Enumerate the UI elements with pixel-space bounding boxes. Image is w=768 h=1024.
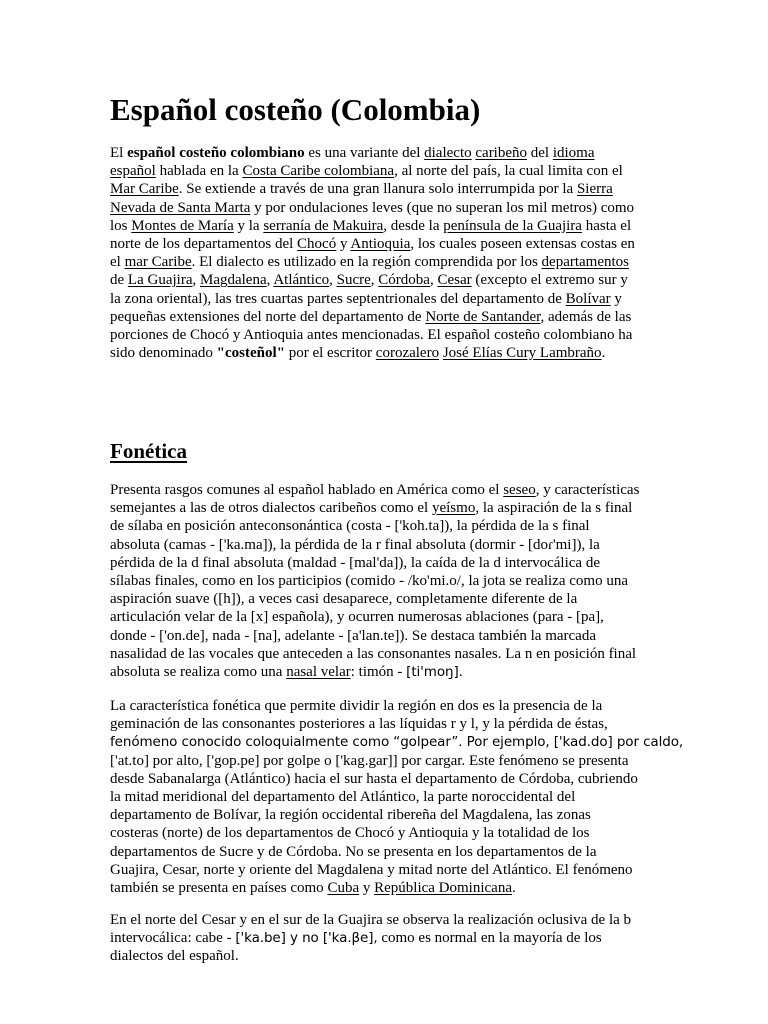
bold-term: "costeñol" [216, 345, 285, 362]
inline-link[interactable]: serranía de Makuira [263, 217, 384, 234]
text-line [110, 929, 631, 947]
text-run: sílabas finales, como en los participios (comido - /ko'mi.o/, la jota se realiza como una [110, 572, 628, 589]
text-run: de sílaba en posición anteconsonántica (costa - ['koh.ta]), la pérdida de la s final [110, 518, 590, 535]
text-run: departamento de Bolívar, la región occidental ribereña del Magdalena, las zonas [110, 807, 591, 824]
inline-link[interactable]: departamentos [541, 254, 630, 271]
text-line [110, 843, 683, 861]
intro-paragraph [110, 144, 635, 362]
inline-link[interactable]: yeísmo [431, 500, 476, 517]
inline-link[interactable]: nasal velar [286, 663, 351, 680]
text-run: dialectos del español. [110, 948, 239, 965]
text-line [110, 788, 683, 806]
text-run: por el escritor [284, 345, 376, 362]
text-line [110, 517, 639, 535]
inline-link[interactable]: Nevada de Santa Marta [110, 199, 251, 216]
bold-term: español costeño colombiano [127, 145, 305, 161]
text-line [110, 733, 683, 751]
text-run: , [370, 272, 379, 289]
text-run: , [429, 272, 438, 289]
text-run: : timón - [350, 663, 407, 680]
text-run: . [511, 879, 516, 896]
text-run: el [110, 254, 125, 271]
text-run: norte de los departamentos del [110, 235, 298, 252]
text-line [110, 861, 683, 879]
inline-link[interactable]: La Guajira [127, 272, 193, 289]
text-run: , desde la [383, 217, 444, 234]
text-run: donde - ['on.de], nada - [na], adelante - [a'lan.te]). Se destaca también la marcada [110, 627, 596, 644]
text-line [110, 481, 639, 499]
text-line [110, 253, 635, 271]
text-run: Guajira, Cesar, norte y oriente del Magdalena y mitad norte del Atlántico. El fenómeno [110, 861, 633, 878]
text-run: costeras (norte) de los departamentos de Chocó y Antioquia y la totalidad de los [110, 825, 590, 842]
text-line [110, 308, 635, 326]
text-line [110, 752, 683, 770]
text-run: la mitad meridional del departamento del Atlántico, la parte noroccidental del [110, 788, 576, 805]
text-run: pérdida de la d final absoluta (maldad - [mal'da]), la caída de la d intervocálica de [110, 554, 600, 571]
text-line [110, 697, 683, 715]
text-run: y [336, 235, 351, 252]
inline-link[interactable]: Atlántico [273, 272, 330, 289]
text-run: . Se extiende a través de una gran llanura solo interrumpida por la [178, 181, 577, 198]
text-run: (excepto el extremo sur y [471, 272, 628, 289]
text-run: hasta el [581, 217, 632, 234]
text-line [110, 572, 639, 590]
text-run: . El dialecto es utilizado en la región comprendida por los [191, 254, 542, 271]
inline-link[interactable]: República Dominicana [374, 879, 512, 896]
text-run: , [266, 272, 274, 289]
text-run: porciones de Chocó y Antioquia antes mencionadas. El español costeño colombiano ha [110, 326, 633, 343]
inline-link[interactable]: Costa Caribe colombiana [242, 163, 395, 180]
text-run: y [610, 290, 622, 307]
text-line [110, 344, 635, 362]
text-line [110, 180, 635, 198]
inline-link[interactable]: Bolívar [565, 290, 611, 307]
text-line [110, 947, 631, 965]
text-line [110, 271, 635, 289]
text-run: , además de las [540, 308, 632, 325]
text-run: del [527, 145, 553, 161]
text-line [110, 536, 639, 554]
text-run: absoluta se realiza como una [110, 663, 287, 680]
text-run: , al norte del país, la cual limita con el [394, 163, 623, 180]
text-run: ['at.to] por alto, ['gop.pe] por golpe o ['kag.gar]] por cargar. Este fenómeno se presenta [110, 752, 629, 769]
text-run: los [110, 217, 132, 234]
text-run: y por ondulaciones leves (que no superan los mil metros) como [250, 199, 635, 216]
inline-link[interactable]: José Elías Cury Lambraño [442, 345, 602, 362]
text-run: intervocálica: cabe - [110, 930, 236, 947]
fonetica-paragraph-1 [110, 481, 639, 681]
inline-link[interactable]: Mar Caribe [110, 181, 179, 198]
inline-link[interactable]: Cesar [437, 272, 472, 289]
inline-link[interactable]: dialecto [424, 145, 472, 161]
text-run: sido denominado [110, 345, 217, 362]
text-run: , la aspiración de la s final [475, 500, 633, 517]
text-run: , [329, 272, 337, 289]
text-line [110, 911, 631, 929]
text-run: desde Sabanalarga (Atlántico) hacia el sur hasta el departamento de Córdoba, cubriendo [110, 770, 638, 787]
text-run: y la [233, 217, 264, 234]
text-run: también se presenta en países como [110, 879, 328, 896]
page-title: Español costeño (Colombia) [110, 92, 481, 127]
text-run: y [359, 879, 375, 896]
text-run: departamentos de Sucre y de Córdoba. No se presenta en los departamentos de la [110, 843, 597, 860]
text-line [110, 590, 639, 608]
text-line [110, 645, 639, 663]
text-line [110, 806, 683, 824]
text-line [110, 554, 639, 572]
text-line [110, 770, 683, 788]
text-line [110, 217, 635, 235]
inline-link[interactable]: mar Caribe [124, 254, 192, 271]
phonetic-text: ['ka.be] y no ['ka.βe], [235, 930, 378, 947]
text-run: nasalidad de las vocales que anteceden a las consonantes nasales. La n en posición final [110, 645, 637, 662]
inline-link[interactable]: Norte de Santander [425, 308, 541, 325]
inline-link[interactable]: corozalero [375, 345, 440, 362]
text-run: la zona oriental), las tres cuartas partes septentrionales del departamento de [110, 290, 566, 307]
inline-link[interactable]: Sucre [336, 272, 371, 289]
fonetica-paragraph-3 [110, 911, 631, 966]
text-line [110, 499, 639, 517]
text-run: aspiración suave ([h]), a veces casi desaparece, completamente diferente de la [110, 591, 578, 608]
inline-link[interactable]: península de la Guajira [443, 217, 582, 234]
inline-link[interactable]: Antioquia [350, 235, 411, 252]
text-run: es una variante del [304, 145, 425, 161]
text-line [110, 824, 683, 842]
text-run: pequeñas extensiones del norte del departamento de [110, 308, 426, 325]
text-run: articulación velar de la [x] española), y ocurren numerosas ablaciones (para - [pa], [110, 609, 604, 626]
text-run: de [110, 272, 128, 289]
text-line [110, 326, 635, 344]
inline-link[interactable]: seseo [503, 482, 536, 498]
text-run: El [110, 145, 128, 161]
text-run: , los cuales poseen extensas costas en [410, 235, 635, 252]
text-run: , [192, 272, 200, 289]
text-run: En el norte del Cesar y en el sur de la Guajira se observa la realización oclusiva de la b [110, 912, 632, 928]
text-line [110, 144, 635, 162]
text-run: Presenta rasgos comunes al español hablado en América como el [110, 482, 504, 498]
phonetic-text: [ti'moŋ]. [406, 663, 463, 680]
inline-link[interactable]: Montes de María [131, 217, 234, 234]
inline-link[interactable]: español [110, 163, 156, 180]
inline-link[interactable]: Magdalena [199, 272, 267, 289]
inline-link[interactable]: idioma [552, 145, 595, 161]
inline-link[interactable]: caribeño [475, 145, 528, 161]
section-heading-fonetica: Fonética [110, 439, 187, 463]
text-run: geminación de las consonantes posteriores a las líquidas r y l, y la pérdida de éstas, [110, 716, 608, 733]
text-run: como es normal en la mayoría de los [377, 930, 602, 947]
text-line [110, 235, 635, 253]
phonetic-text: fenómeno conocido coloquialmente como “golpear”. Por ejemplo, ['kad.do] por caldo, [110, 734, 684, 751]
text-line [110, 627, 639, 645]
text-line [110, 663, 639, 681]
text-run: . [601, 345, 606, 362]
text-line [110, 715, 683, 733]
text-line [110, 199, 635, 217]
text-run: hablada en la [155, 163, 243, 180]
text-run: La característica fonética que permite dividir la región en dos es la presencia de la [110, 698, 603, 714]
text-line [110, 162, 635, 180]
inline-link[interactable]: Córdoba [378, 272, 430, 289]
text-run: absoluta (camas - ['ka.ma]), la pérdida de la r final absoluta (dormir - [doɾ'mi]), la [110, 536, 600, 553]
inline-link[interactable]: Sierra [576, 181, 613, 198]
text-run: , y características [535, 482, 640, 498]
inline-link[interactable]: Cuba [327, 879, 360, 896]
inline-link[interactable]: Chocó [297, 235, 337, 252]
text-line [110, 879, 683, 897]
text-line [110, 290, 635, 308]
fonetica-paragraph-2 [110, 697, 683, 897]
text-line [110, 608, 639, 626]
text-run: semejantes a las de otros dialectos caribeños como el [110, 500, 432, 517]
